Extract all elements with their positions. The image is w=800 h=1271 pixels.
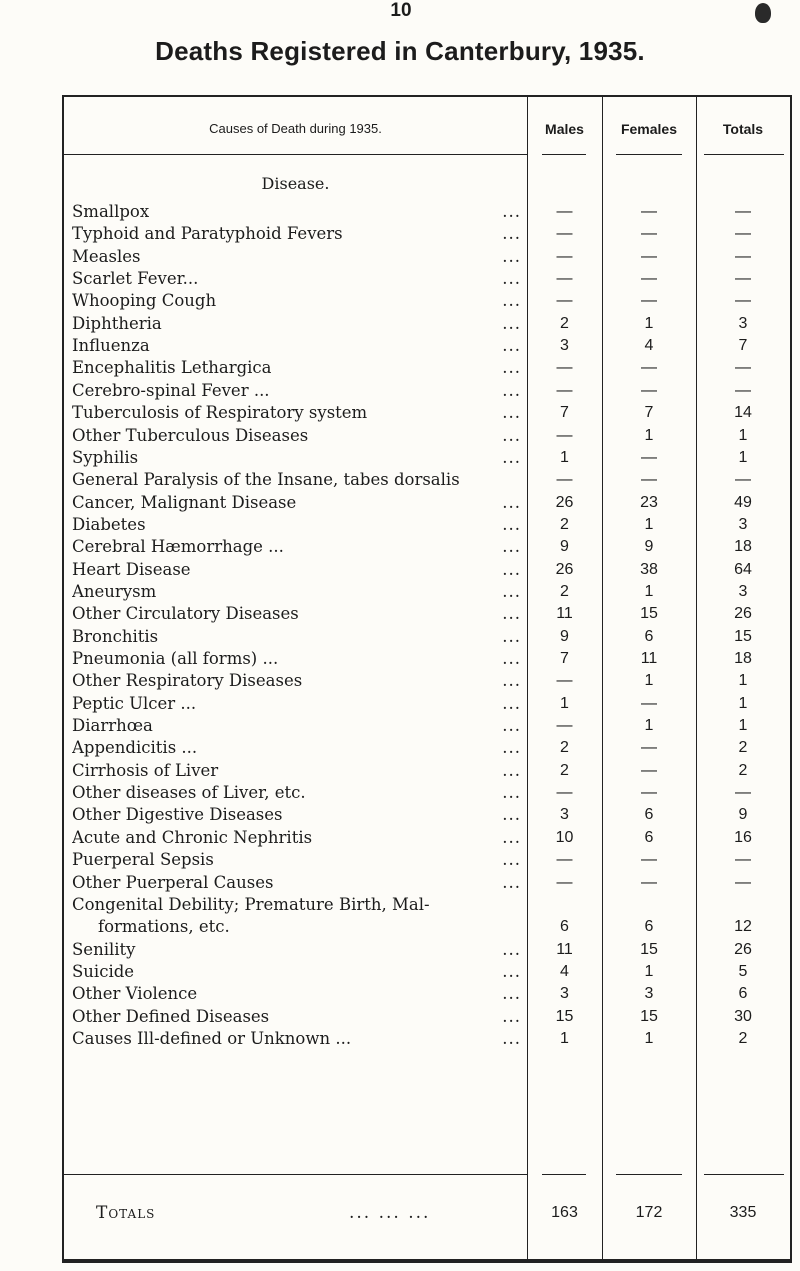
- leader-dots: ...: [502, 783, 521, 803]
- cause-label: [72, 559, 527, 581]
- cell-females: 1: [644, 672, 654, 690]
- cause-label: [72, 782, 527, 804]
- cell-females: 15: [640, 940, 658, 958]
- leader-dots: ...: [502, 738, 521, 758]
- cell-females: —: [641, 292, 657, 310]
- cell-males: 15: [555, 1007, 574, 1025]
- table-row: [64, 961, 790, 983]
- leader-dots: ...: [502, 626, 521, 646]
- cell-males: 2: [560, 761, 569, 779]
- cause-text: Whooping Cough: [72, 291, 217, 311]
- leader-dots: ...: [502, 872, 521, 892]
- cell-females: 6: [644, 917, 654, 935]
- cell-total: 1: [738, 717, 748, 735]
- cell-males: —: [556, 381, 573, 399]
- leader-dots: ...: [502, 850, 521, 870]
- leader-dots: ...: [502, 224, 521, 244]
- cell-total: —: [735, 851, 751, 869]
- cell-total: 3: [738, 314, 748, 332]
- cause-text: Encephalitis Lethargica: [72, 358, 272, 378]
- section-heading: Disease.: [261, 174, 330, 193]
- cell-females: —: [641, 381, 657, 399]
- table-row: [64, 804, 790, 826]
- cell-males: 11: [556, 605, 573, 623]
- cell-males: —: [556, 225, 573, 243]
- cause-text: Scarlet Fever...: [72, 269, 199, 289]
- cell-males: —: [556, 247, 573, 265]
- cell-females: 1: [644, 515, 654, 533]
- leader-dots: ...: [502, 693, 521, 713]
- cell-total: —: [735, 381, 751, 399]
- table-row: [64, 514, 790, 536]
- cell-total: 26: [734, 605, 752, 623]
- table-row: [64, 715, 790, 737]
- cell-females: 1: [644, 1029, 654, 1047]
- leader-dots: ...: [502, 380, 521, 400]
- cause-label: [72, 581, 527, 603]
- cell-females: 4: [644, 337, 654, 355]
- cell-males: 3: [560, 985, 569, 1003]
- table-row: [64, 313, 790, 335]
- cell-males: 7: [560, 650, 569, 667]
- page-number: 10: [390, 0, 412, 21]
- cell-total: 14: [734, 404, 752, 422]
- leader-dots: ...: [502, 246, 521, 266]
- cell-total: 64: [734, 560, 752, 578]
- cause-label: [72, 961, 527, 983]
- leader-dots: ...: [502, 291, 521, 311]
- cell-total: —: [735, 203, 751, 220]
- cause-label: [72, 849, 527, 871]
- cell-total: 16: [734, 828, 752, 846]
- cell-total: 18: [734, 538, 752, 556]
- totals-rule-totals: [704, 1174, 784, 1175]
- cause-text: Appendicitis ...: [72, 738, 198, 758]
- totals-leader: ... ... ...: [349, 1203, 431, 1223]
- cause-label: [72, 246, 527, 268]
- cell-total: 9: [738, 806, 748, 824]
- cell-females: —: [641, 784, 657, 802]
- cell-females: 9: [644, 538, 654, 556]
- cause-label: [72, 894, 527, 938]
- cell-total: 1: [738, 672, 748, 690]
- cause-label: [72, 760, 527, 782]
- cause-label: [72, 469, 527, 491]
- cause-label: [72, 1028, 527, 1050]
- table-row: [64, 983, 790, 1005]
- cause-text: Tuberculosis of Respiratory system: [72, 403, 368, 423]
- cause-label: [72, 492, 527, 514]
- cell-females: 11: [640, 650, 658, 667]
- cause-label: [72, 514, 527, 536]
- cause-text: Puerperal Sepsis: [72, 850, 214, 870]
- cause-text: Other Violence: [72, 984, 198, 1004]
- table-row: [64, 380, 790, 402]
- cell-total: —: [735, 359, 751, 377]
- leader-dots: ...: [502, 425, 521, 445]
- cell-males: 2: [560, 739, 569, 757]
- cell-males: —: [556, 873, 573, 891]
- cell-females: 15: [640, 605, 658, 623]
- cause-label: [72, 357, 527, 379]
- cell-males: —: [556, 426, 573, 444]
- cell-total: 30: [734, 1007, 752, 1025]
- leader-dots: ...: [502, 492, 521, 512]
- cell-females: —: [641, 851, 657, 869]
- cell-males: 2: [560, 314, 569, 332]
- cell-females: —: [641, 471, 657, 489]
- leader-dots: ...: [502, 760, 521, 780]
- cell-males: 3: [560, 337, 569, 355]
- cell-total: 49: [734, 493, 752, 511]
- cause-label: [72, 872, 527, 894]
- cell-males: 3: [560, 806, 569, 824]
- cause-label: [72, 693, 527, 715]
- cause-label: [72, 290, 527, 312]
- cause-text: Peptic Ulcer ...: [72, 693, 197, 713]
- table-row: [64, 782, 790, 804]
- leader-dots: ...: [502, 1028, 521, 1048]
- cell-females: —: [641, 739, 657, 757]
- totals-rule-males: [542, 1174, 586, 1175]
- cause-text: Aneurysm: [72, 581, 157, 601]
- cause-label: [72, 201, 527, 223]
- cause-label: [72, 223, 527, 245]
- cell-males: 11: [556, 940, 573, 958]
- table-row: [64, 670, 790, 692]
- table-row: [64, 469, 790, 491]
- leader-dots: ...: [502, 559, 521, 579]
- leader-dots: ...: [502, 403, 521, 423]
- cause-text: Cancer, Malignant Disease: [72, 492, 297, 512]
- cell-total: —: [735, 471, 751, 489]
- table-row: [64, 737, 790, 759]
- cell-total: 2: [738, 761, 748, 779]
- cause-text: Causes Ill-defined or Unknown ...: [72, 1028, 352, 1048]
- cell-males: 1: [560, 1029, 569, 1047]
- cell-total: 12: [734, 917, 752, 935]
- cause-label: [72, 536, 527, 558]
- cell-females: —: [641, 359, 657, 377]
- cause-text: Pneumonia (all forms) ...: [72, 649, 279, 668]
- cell-total: —: [735, 873, 751, 891]
- table-row: [64, 1028, 790, 1050]
- cause-text: Cerebro-spinal Fever ...: [72, 380, 270, 400]
- table-row: [64, 849, 790, 871]
- leader-dots: ...: [502, 604, 521, 624]
- leader-dots: ...: [502, 537, 521, 557]
- cell-females: —: [641, 694, 657, 712]
- totals-rule-females: [616, 1174, 682, 1175]
- header-rule-cause: [64, 154, 527, 155]
- cause-label: [72, 715, 527, 737]
- cause-text: Suicide: [72, 961, 135, 981]
- cell-females: —: [641, 873, 657, 891]
- table-row: [64, 872, 790, 894]
- cell-males: 6: [560, 917, 569, 935]
- header-totals: Totals: [722, 121, 764, 137]
- cell-males: 2: [560, 515, 569, 533]
- cause-label: [72, 804, 527, 826]
- cell-total: —: [735, 247, 751, 265]
- cause-text-continued: formations, etc.: [98, 916, 230, 936]
- leader-dots: ...: [502, 358, 521, 378]
- table-row: [64, 268, 790, 290]
- leader-dots: ...: [502, 202, 521, 221]
- cause-text: Other Digestive Diseases: [72, 805, 283, 825]
- header-rule-males: [542, 154, 586, 155]
- leader-dots: ...: [502, 313, 521, 333]
- cell-females: —: [641, 225, 657, 243]
- cause-label: [72, 1006, 527, 1028]
- cause-text: Diarrhœa: [72, 716, 153, 736]
- table-row: [64, 760, 790, 782]
- header-rule-totals: [704, 154, 784, 155]
- leader-dots: ...: [502, 671, 521, 691]
- cell-total: 2: [738, 1029, 748, 1047]
- cause-text: Acute and Chronic Nephritis: [72, 827, 313, 847]
- cell-females: 6: [644, 627, 654, 645]
- cell-total: 1: [738, 426, 748, 444]
- leader-dots: ...: [502, 447, 521, 467]
- leader-dots: ...: [502, 269, 521, 289]
- cause-label: [72, 983, 527, 1005]
- cell-males: —: [556, 270, 573, 288]
- cell-total: 7: [738, 337, 748, 355]
- cause-text: Other Circulatory Diseases: [72, 604, 299, 624]
- cell-males: —: [556, 292, 573, 310]
- cell-females: 1: [644, 582, 654, 600]
- leader-dots: ...: [502, 649, 521, 668]
- table-row: [64, 402, 790, 424]
- leader-dots: ...: [502, 581, 521, 601]
- table-row: [64, 425, 790, 447]
- table-row: [64, 246, 790, 268]
- cell-males: —: [556, 784, 573, 802]
- cell-males: 7: [560, 404, 569, 422]
- cell-females: —: [641, 270, 657, 288]
- leader-dots: ...: [502, 336, 521, 356]
- header-females: Females: [620, 121, 678, 137]
- cell-males: 9: [560, 538, 569, 556]
- cause-label: [72, 603, 527, 625]
- leader-dots: ...: [502, 939, 521, 959]
- leader-dots: ...: [502, 514, 521, 534]
- cell-females: 23: [640, 493, 658, 511]
- cause-label: [72, 447, 527, 469]
- cause-text: Typhoid and Paratyphoid Fevers: [72, 224, 343, 244]
- leader-dots: ...: [502, 827, 521, 847]
- cause-text: Congenital Debility; Premature Birth, Mal-: [72, 894, 430, 914]
- cell-males: 2: [560, 582, 569, 600]
- cell-total: 2: [738, 739, 748, 757]
- table-row: [64, 827, 790, 849]
- cell-females: —: [641, 448, 657, 466]
- cause-label: [72, 648, 527, 670]
- cell-total: 5: [738, 962, 748, 980]
- leader-dots: ...: [502, 1006, 521, 1026]
- cause-text: Other Respiratory Diseases: [72, 671, 303, 691]
- table-row: [64, 223, 790, 245]
- cell-males: —: [556, 672, 573, 690]
- cell-females: 6: [644, 806, 654, 824]
- cell-total: —: [735, 225, 751, 243]
- cause-text: Smallpox: [72, 202, 150, 221]
- cause-label: [72, 626, 527, 648]
- table-row: [64, 536, 790, 558]
- cell-males: 26: [555, 560, 574, 578]
- cause-text: Other diseases of Liver, etc.: [72, 783, 306, 803]
- table-row: [64, 581, 790, 603]
- table-row: [64, 626, 790, 648]
- table-row: [64, 447, 790, 469]
- cell-males: —: [556, 717, 573, 735]
- cell-total: —: [735, 270, 751, 288]
- table-row: [64, 894, 790, 938]
- cell-total: 15: [734, 627, 752, 645]
- cell-males: —: [556, 359, 573, 377]
- totals-label: Totals: [96, 1203, 156, 1223]
- cause-text: Senility: [72, 939, 136, 959]
- table-row: [64, 357, 790, 379]
- cause-label: [72, 827, 527, 849]
- cell-total: 1: [738, 448, 748, 466]
- cause-label: [72, 268, 527, 290]
- cell-males: —: [556, 851, 573, 869]
- header-males: Males: [545, 121, 584, 137]
- mortality-table: [62, 95, 792, 1263]
- cell-males: 1: [560, 694, 569, 712]
- cause-label: [72, 425, 527, 447]
- cell-total: —: [735, 292, 751, 310]
- cell-females: 15: [640, 1007, 658, 1025]
- table-row: [64, 693, 790, 715]
- cause-text: Syphilis: [72, 447, 139, 467]
- cause-label: [72, 313, 527, 335]
- totals-row: [64, 1199, 790, 1227]
- leader-dots: ...: [502, 984, 521, 1004]
- cell-males: 4: [560, 962, 569, 980]
- cause-text: Heart Disease: [72, 559, 191, 579]
- cause-text: General Paralysis of the Insane, tabes dorsalis: [72, 470, 460, 490]
- totals-males: 163: [551, 1204, 578, 1221]
- cause-text: Measles: [72, 246, 141, 266]
- leader-dots: ...: [502, 805, 521, 825]
- cell-females: —: [641, 761, 657, 779]
- corner-mark: [755, 3, 771, 23]
- table-row: [64, 335, 790, 357]
- cell-males: 10: [555, 828, 574, 846]
- cause-text: Diabetes: [72, 514, 146, 534]
- cell-total: —: [735, 784, 751, 802]
- cause-label: [72, 939, 527, 961]
- page-title: Deaths Registered in Canterbury, 1935.: [155, 36, 645, 66]
- cell-total: 3: [738, 515, 748, 533]
- cause-label: [72, 380, 527, 402]
- cell-females: 1: [644, 314, 654, 332]
- cell-total: 1: [738, 694, 748, 712]
- header-cause: Causes of Death during 1935.: [209, 121, 382, 136]
- cause-label: [72, 335, 527, 357]
- leader-dots: ...: [502, 961, 521, 981]
- cell-males: 26: [555, 493, 574, 511]
- table-row: [64, 1006, 790, 1028]
- cause-text: Influenza: [72, 336, 150, 356]
- cell-males: —: [556, 203, 573, 220]
- cell-males: 1: [560, 448, 569, 466]
- cause-label: [72, 670, 527, 692]
- cell-females: 38: [640, 560, 658, 578]
- cell-total: 6: [738, 985, 748, 1003]
- cell-females: —: [641, 247, 657, 265]
- table-row: [64, 201, 790, 223]
- cause-text: Other Defined Diseases: [72, 1006, 270, 1026]
- cell-total: 3: [738, 582, 748, 600]
- table-row: [64, 290, 790, 312]
- table-row: [64, 939, 790, 961]
- cell-females: —: [641, 203, 657, 220]
- cell-males: —: [556, 471, 573, 489]
- cell-females: 1: [644, 717, 654, 735]
- cause-text: Cirrhosis of Liver: [72, 760, 219, 780]
- cause-text: Diphtheria: [72, 313, 162, 333]
- totals-females: 172: [635, 1204, 663, 1221]
- cause-label: [72, 737, 527, 759]
- cell-females: 6: [644, 828, 654, 846]
- table-row: [64, 492, 790, 514]
- cause-text: Other Tuberculous Diseases: [72, 425, 309, 445]
- cause-text: Cerebral Hæmorrhage ...: [72, 537, 284, 557]
- cell-total: 26: [734, 940, 752, 958]
- cell-females: 7: [644, 404, 654, 422]
- table-row: [64, 603, 790, 625]
- cell-males: 9: [560, 627, 569, 645]
- cell-females: 1: [644, 962, 654, 980]
- leader-dots: ...: [502, 716, 521, 736]
- cause-label: [72, 402, 527, 424]
- header-rule-females: [616, 154, 682, 155]
- totals-rule-cause: [64, 1174, 527, 1175]
- cell-females: 1: [644, 426, 654, 444]
- cause-text: Bronchitis: [72, 626, 159, 646]
- cell-females: 3: [644, 985, 654, 1003]
- table-row: [64, 648, 790, 670]
- cause-text: Other Puerperal Causes: [72, 872, 274, 892]
- cell-total: 18: [734, 650, 752, 667]
- totals-total: 335: [729, 1204, 757, 1221]
- table-row: [64, 559, 790, 581]
